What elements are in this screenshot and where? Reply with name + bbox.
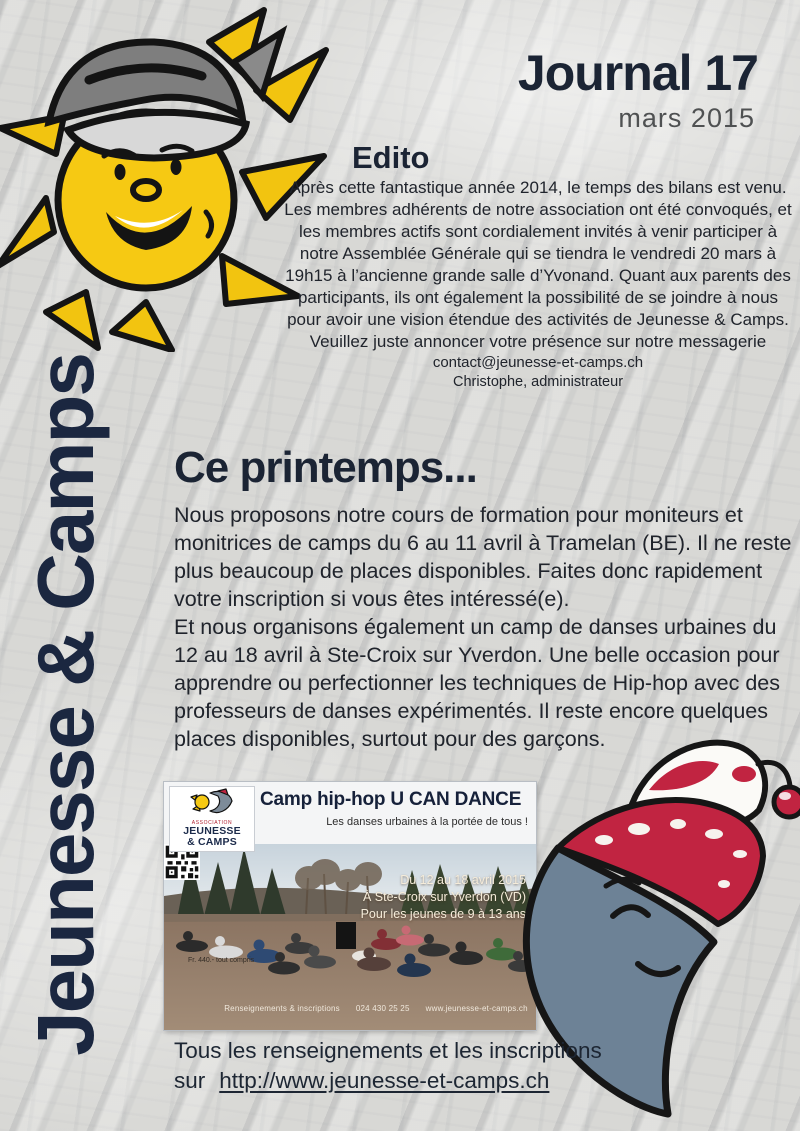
flyer-title: Camp hip-hop U CAN DANCE	[260, 789, 522, 810]
website-link[interactable]: http://www.jeunesse-et-camps.ch	[219, 1068, 550, 1093]
footer-line1: Tous les renseignements et les inscriptions	[174, 1038, 602, 1063]
flyer-ages: Pour les jeunes de 9 à 13 ans	[360, 907, 526, 921]
footer-prefix: sur	[174, 1068, 206, 1093]
edito-signature: Christophe, administrateur	[452, 374, 624, 390]
flyer-website: www.jeunesse-et-camps.ch	[425, 1004, 528, 1013]
flyer-phone: 024 430 25 25	[355, 1004, 410, 1013]
spring-section	[174, 501, 800, 753]
logo-org-label: ASSOCIATION	[191, 820, 233, 826]
edito-section	[282, 177, 794, 392]
spring-paragraph-2: Et nous organisons également un camp de danses urbaines du 12 au 18 avril à Ste-Croix sur Yverdon. Une belle occasion pour apprendre ou perfectionner les techniques de Hip-hop avec des professeurs de danses expérimentés. Il reste encore quelques places disponibles, surtout pour des garçons.	[174, 615, 780, 751]
flyer-contact-label: Renseignements & inscriptions	[224, 1004, 340, 1013]
logo-line2: & CAMPS	[187, 836, 237, 848]
spring-heading: Ce printemps...	[174, 443, 477, 492]
flyer-location: À Ste-Croix sur Yverdon (VD)	[362, 890, 526, 904]
footer-note	[174, 1036, 602, 1096]
flyer-price: Fr. 440.- tout compris	[188, 957, 255, 964]
flyer-caption	[361, 872, 526, 923]
page-title: Journal 17	[517, 45, 758, 101]
contact-email: contact@jeunesse-et-camps.ch	[432, 354, 644, 371]
edito-body: Après cette fantastique année 2014, le temps des bilans est venu. Les membres adhérents de notre association ont été convoqués, et les membres actifs sont cordialement invités à venir participer à notre Assemblée Générale qui se tiendra le vendredi 20 mars à 19h15 à l’ancienne grande salle d’Yvonand. Quant aux parents des participants, ils ont également la possibilité de se joindre à nous pour avoir une vision étendue des activités de Jeunesse & Camps. Veuillez juste annoncer votre présence sur notre messagerie	[284, 178, 792, 351]
hiphop-camp-flyer	[164, 782, 536, 1030]
flyer-subtitle: Les danses urbaines à la portée de tous !	[326, 816, 528, 828]
masthead-vertical-title: Jeunesse & Camps	[21, 354, 110, 1056]
logo-line1: JEUNESSE	[183, 825, 241, 837]
flyer-contact-row	[220, 1004, 532, 1013]
spring-paragraph-1: Nous proposons notre cours de formation pour moniteurs et monitrices de camps du 6 au 11 avril à Tramelan (BE). Il ne reste plus beaucoup de places disponibles. Faites donc rapidement votre inscription si vous êtes intéressé(e).	[174, 503, 792, 611]
issue-date: mars 2015	[618, 103, 755, 133]
logo-sun-moon-icon	[188, 787, 236, 819]
flyer-date: Du 12 au 18 avril 2015	[400, 873, 526, 887]
edito-heading: Edito	[352, 140, 430, 175]
association-logo	[169, 786, 255, 852]
flyer-photo	[164, 844, 536, 1030]
